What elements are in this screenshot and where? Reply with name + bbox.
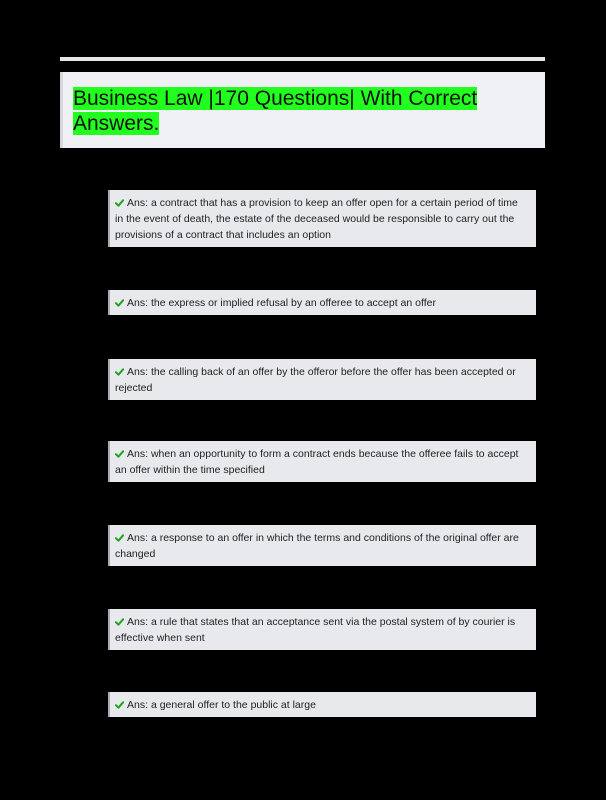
- answer-box: [108, 359, 536, 400]
- answer-box: [108, 609, 536, 650]
- answer-prefix: Ans:: [127, 616, 149, 628]
- answer-prefix: Ans:: [127, 297, 149, 309]
- answer-box: [108, 441, 536, 482]
- answer-box: [108, 190, 536, 247]
- check-icon: [115, 701, 124, 709]
- answer-box: [108, 290, 536, 315]
- answer-text: a contract that has a provision to keep an offer open for a certain period of time in the event of death, the estate of the deceased would be responsible to carry out the provisions of a contract that includes an option: [115, 197, 518, 241]
- check-icon: [115, 534, 124, 542]
- header-rule: [60, 57, 545, 61]
- answer-prefix: Ans:: [127, 699, 149, 711]
- answer-text: a general offer to the public at large: [150, 699, 316, 711]
- page-title-text: Business Law |170 Questions| With Correct Answers.: [73, 87, 478, 135]
- check-icon: [115, 450, 124, 458]
- answer-prefix: Ans:: [127, 366, 149, 378]
- title-box: [60, 72, 545, 148]
- check-icon: [115, 368, 124, 376]
- answer-box: [108, 525, 536, 566]
- check-icon: [115, 299, 124, 307]
- page-title: [73, 86, 483, 136]
- check-icon: [115, 618, 124, 626]
- answer-prefix: Ans:: [127, 197, 149, 209]
- answer-prefix: Ans:: [127, 448, 149, 460]
- answer-text: a response to an offer in which the terms and conditions of the original offer are changed: [115, 532, 519, 560]
- answer-text: a rule that states that an acceptance sent via the postal system of by courier is effective when sent: [115, 616, 516, 644]
- answer-prefix: Ans:: [127, 532, 149, 544]
- check-icon: [115, 199, 124, 207]
- answer-text: the calling back of an offer by the offeror before the offer has been accepted or rejected: [115, 366, 516, 394]
- answer-text: the express or implied refusal by an offeree to accept an offer: [150, 297, 436, 309]
- answer-box: [108, 692, 536, 717]
- answer-text: when an opportunity to form a contract ends because the offeree fails to accept an offer within the time specified: [115, 448, 519, 476]
